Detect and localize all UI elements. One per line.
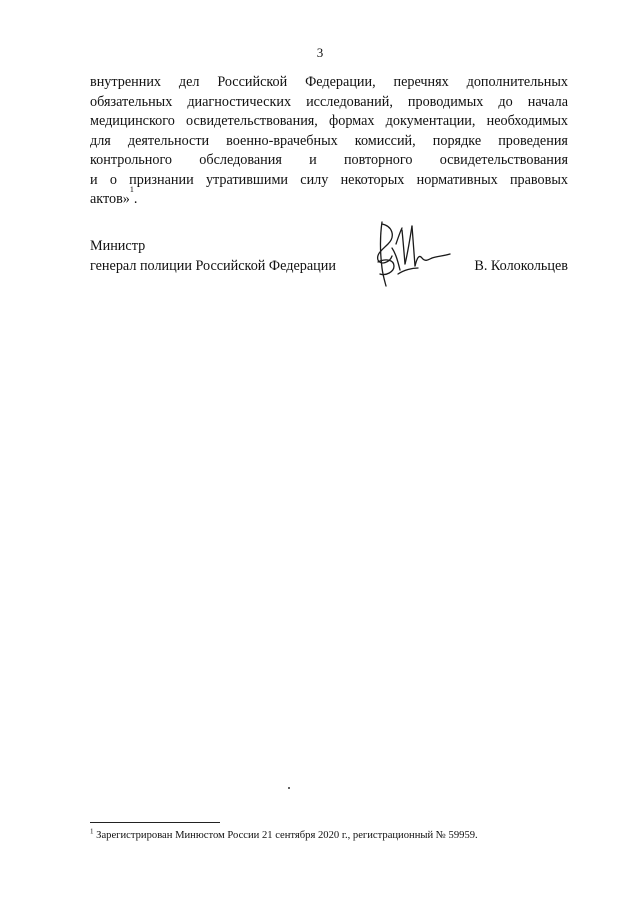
body-line — [90, 171, 568, 191]
word: обследования — [199, 152, 282, 168]
handwritten-signature — [372, 218, 454, 288]
word: комиссий, — [354, 132, 416, 149]
final-punctuation: . — [133, 191, 138, 207]
word: формах — [329, 113, 375, 129]
word: перечнях — [393, 74, 449, 90]
word: и — [90, 171, 98, 188]
word: деятельности — [127, 132, 210, 149]
word: правовых — [509, 171, 568, 188]
word: освидетельствования, — [186, 113, 318, 129]
word: некоторых — [340, 171, 405, 188]
word: освидетельствования — [439, 152, 568, 168]
word: обязательных — [90, 93, 173, 110]
word: проведения — [498, 132, 568, 149]
footnote-reference: 1 — [129, 185, 134, 194]
word: Федерации, — [305, 74, 376, 90]
body-line — [90, 112, 568, 132]
word: дополнительных — [466, 74, 568, 90]
body-paragraph — [90, 73, 568, 210]
word: исследований, — [306, 93, 393, 110]
scan-speck — [288, 787, 290, 789]
footnote-mark: 1 — [90, 827, 94, 836]
body-line — [90, 93, 568, 113]
footnote — [90, 829, 478, 843]
word: и — [309, 152, 317, 168]
word: необходимых — [486, 113, 568, 129]
signatory-rank: генерал полиции Российской Федерации — [90, 258, 336, 274]
body-line — [90, 73, 568, 93]
signatory-position: Министр — [90, 238, 146, 254]
word: силу — [300, 171, 329, 188]
body-line — [90, 132, 568, 152]
word: о — [109, 171, 117, 188]
word: проводимых — [407, 93, 484, 110]
word: повторного — [343, 152, 413, 168]
word: военно-врачебных — [226, 132, 338, 149]
word: порядке — [432, 132, 482, 149]
body-line-last — [90, 185, 568, 210]
signatory-name: В. Колокольцев — [474, 258, 568, 274]
word: контрольного — [90, 152, 173, 168]
word: диагностических — [187, 93, 292, 110]
footnote-text: Зарегистрирован Минюстом России 21 сентября 2020 г., регистрационный № 59959. — [96, 830, 478, 841]
word: дел — [178, 74, 200, 90]
word: начала — [527, 93, 568, 110]
word: Российской — [217, 74, 288, 90]
word: утратившими — [205, 171, 289, 188]
body-line — [90, 151, 568, 171]
word: внутренних — [90, 74, 162, 90]
word: актов» — [90, 191, 130, 207]
word: для — [90, 132, 111, 149]
footnote-separator — [90, 822, 220, 823]
word: документации, — [385, 113, 476, 129]
word: нормативных — [416, 171, 498, 188]
word: признании — [129, 171, 194, 188]
word: до — [498, 93, 513, 110]
word: медицинского — [90, 113, 175, 129]
page-number: 3 — [316, 45, 324, 60]
